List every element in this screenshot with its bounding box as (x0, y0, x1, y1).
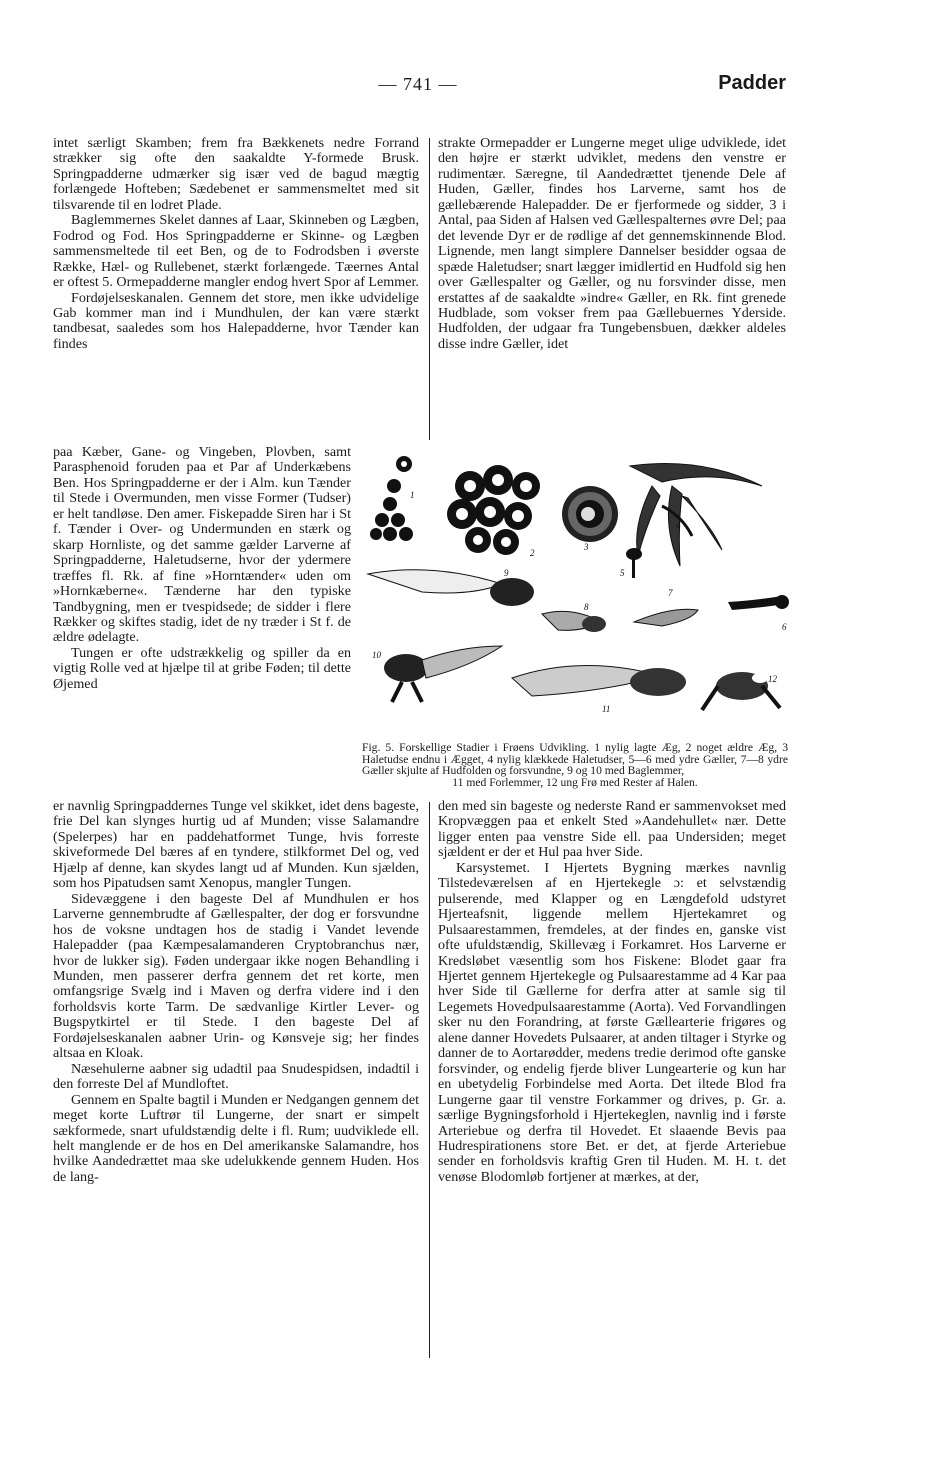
figure-label-3: 3 (584, 542, 589, 552)
figure-label-8: 8 (584, 602, 589, 612)
figure-label-4: 4 (676, 520, 681, 530)
figure-label-10: 10 (372, 650, 381, 660)
column-rule-bottom (429, 802, 430, 1358)
tadpole-stage-10 (384, 646, 502, 702)
tadpole-stage-8 (542, 611, 606, 632)
paragraph: er navnlig Springpaddernes Tunge vel skikket, idet dens bageste, frie Del kan slynges hurtig ud af Munden; visse Salamandre (Spelerpes) har en paddehatformet Tunge, hvis forreste skiveformede Del bæres af en tyndere, stilkformet Del og, ved Hjælp af denne, kan skydes langt ud af Munden. Kun sjælden, som hos Pipatudsen samt Xenopus, mangler Tungen. (53, 798, 419, 892)
page-number: — 741 — (378, 74, 458, 94)
figure-label-1: 1 (410, 490, 415, 500)
left-column-narrow (53, 445, 351, 692)
paragraph: strakte Ormepadder er Lungerne meget ulige udviklede, idet den højre er stærkt udviklet, medens den venstre er rudimentær. Særegne, til Aandedrættet tjenende Dele af Huden, Gæller, findes hos Larverne, samt hos de gællebærende Halepadder. De er fjerformede og sidder, 3 i Antal, paa Siden af Halsen ved Gællespalternes øvre Del; paa det levende Dyr er de rødlige af det gennemskinnende Blod. Lignende, men langt simplere Dannelser besidder ogsaa de spæde Haletudser; snart lægger imidlertid en Hudfold sig hen over Gællespalter og Gæller, og nu forsvinder disse, men erstattes af de saakaldte »indre« Gæller, en Rk. fint grenede Hudblade, som vokser frem paa Gællebuernes Yderside. Hudfolden, der udgaar fra Tungebensbuen, dækker aldeles disse indre Gæller, idet (438, 135, 786, 352)
caption-last-line: 11 med Forlemmer, 12 ung Frø med Rester af Halen. (452, 775, 698, 789)
paragraph: Sidevæggene i den bageste Del af Mundhulen er hos Larverne gennembrudte af Gællespalter, der dog er forsvundne hos de voksne undtagen hos de stadig i Vandet levende Halepadder (paa Kæmpesalamanderen Cryptobranchus nær, hvor de lukker sig). Føden undergaar ikke nogen Behandling i Munden, men passerer derfra gennem det ret korte, men omfangsrige Svælg ind i Maven og derfra videre ind i den forholdsvis korte Tarm. De sædvanlige Kirtler Lever- og Bugspytkirtel er til Stede. I den bageste Del af Fordøjelseskanalen aabner Urin- og Kønsveje sig; her findes altsaa en Kloak. (53, 890, 419, 1062)
frog-development-drawing (362, 446, 790, 742)
plant-with-tadpoles (630, 464, 762, 567)
paragraph: Baglemmernes Skelet dannes af Laar, Skinneben og Lægben, Fodrod og Fod. Hos Springpadderne er Skinne- og Lægben sammensmeltede til eet Ben, og de to Fodrodsben i øverste Række, Hæl- og Rullebenet, stærkt forlængede. Tæernes Antal er oftest 5. Ormepadderne mangler endog hvert Spor af Lemmer. (53, 212, 419, 291)
caption-text: Fig. 5. Forskellige Stadier i Frøens Udvikling. 1 nylig lagte Æg, 2 noget ældre Æg, 3 Haletudse endnu i Ægget, 4 nylig klækkede Haletudser, 5—6 med ydre Gæller, 7—8 ydre Gæller skjulte af Hudfolden og forsvundne, 9 og 10 med Baglemmer, (362, 741, 788, 778)
tadpole-stage-11 (512, 665, 686, 696)
figure-label-2: 2 (530, 548, 535, 558)
left-column-bottom (53, 799, 419, 1185)
paragraph: Fordøjelseskanalen. Gennem det store, men ikke udvidelige Gab kommer man ind i Mundhulen, der kan være stærkt tandbesat, saaledes som hos Halepadderne, hvor Tænder kan findes (53, 289, 419, 352)
paragraph: Tungen er ofte udstrækkelig og spiller da en vigtig Rolle ved at hjælpe til at gribe Føden; til dette Øjemed (53, 644, 351, 692)
tadpole-stage-5 (626, 548, 642, 578)
paragraph: intet særligt Skamben; frem fra Bækkenets nedre Forrand strækker sig ofte den saakaldte Y-formede Brusk. Springpadderne udmærker sig især ved de bagud mægtig forlængede Hofteben; Sædebenet er sammensmeltet med sit tilsvarende til en lodret Plade. (53, 135, 419, 213)
column-rule-top (429, 138, 430, 440)
right-column-top (438, 136, 786, 352)
right-column-bottom (438, 799, 786, 1185)
left-column-top (53, 136, 419, 352)
paragraph: paa Kæber, Gane- og Vingeben, Plovben, samt Parasphenoid foruden paa et Par af Underkæbens Ben. Hos Springpadderne er der i Alm. kun Tænder til Stede i Overmunden, men visse Former (Tudser) er helt tandløse. Den amer. Fiskepadde Siren har i St f. Tænder i Over- og Undermunden en stærk og skarp Hornliste, og det samme gælder Larverne af Springpadderne, Haletudserne, hvor der ydermere træffes fl. Rk. af fine »Horntænder« uden om »Hornkæberne«. Tænderne har den typiske Tandbygning, men er tvespidsede; de sidder i flere Rækker og skiftes stadig, idet de ny træder i St f. de ældre ødelagte. (53, 444, 351, 646)
paragraph: Næsehulerne aabner sig udadtil paa Snudespidsen, indadtil i den forreste Del af Mundloftet. (53, 1060, 419, 1093)
running-head: Padder (718, 72, 786, 94)
eggs-cluster (370, 456, 413, 541)
figure-label-7: 7 (668, 588, 673, 598)
tadpole-stage-9 (368, 570, 534, 606)
paragraph: den med sin bageste og nederste Rand er sammenvokset med Kropvæggen paa et enkelt Sted »Aandehullet« nær. Dette ligger enten paa venstre Side ell. paa Undersiden; meget sjældent er der et Hul paa hver Side. (438, 798, 786, 861)
tadpole-in-egg (562, 486, 618, 542)
figure-label-5: 5 (620, 568, 625, 578)
figure-caption (362, 742, 788, 788)
tadpole-stage-7 (634, 609, 698, 626)
older-eggs (447, 465, 540, 555)
page-header (50, 72, 786, 102)
paragraph: Gennem en Spalte bagtil i Munden er Nedgangen gennem det meget korte Luftrør til Lungerne, der snart er simpelt sækformede, snart ufuldstændig delte i fl. Rum; uudviklede ell. helt manglende er de hos en Del amerikanske Salamandre, hos hvilke Aandedrættet maa ske udelukkende gennem Huden. Hos de lang- (53, 1091, 419, 1185)
figure-label-9: 9 (504, 568, 509, 578)
paragraph: Karsystemet. I Hjertets Bygning mærkes navnlig Tilstedeværelsen af en Hjertekegle ɔ: et selvstændig pulserende, med Klapper og en Længdefold udstyret Hjerteafsnit, liggende mellem Hjertekamret og Pulsaarestammen, fremdeles, at der findes en, ganske vist ofte ufuldstændig, Skillevæg i Forkamret. Hos Larverne er Kredsløbet væsentlig som hos Fiskene: Blodet gaar fra Hjertet gennem Hjertekegle og Pulsaarestamme ad 4 Kar paa hver Side til Gællerne for derfra atter at samle sig til Legemets Hovedpulsaarestamme (Aorta). Ved Forvandlingen sker nu den Forandring, at første Gællearterie frigøres og alene danner Hovedets Pulsaarer, at anden tiltager i Styrke og danner de to Aortarødder, medens tredie derimod ofte ganske forsvinder, og endelig fjerde bliver Lungearterie og kun har en ubetydelig Forbindelse med Aorta. Det iltede Blod fra Lungerne gaar til venstre Forkammer og drives, p. Gr. a. særlige Bygningsforhold i Hjertekeglen, navnlig ind i første Arteriebue og derfra til Hovedet. Et slaaende Bevis paa Hudrespirationens store Bet. er det, at fjerde Arteriebue sender en forholdsvis kraftig Gren til Huden. M. H. t. det venøse Blodomløb fortjener at mærkes, at der, (438, 859, 786, 1185)
tadpole-stage-6 (728, 595, 789, 610)
figure-label-6: 6 (782, 622, 787, 632)
figure-label-12: 12 (768, 674, 777, 684)
figure-illustration (362, 446, 790, 742)
figure-label-11: 11 (602, 704, 611, 714)
